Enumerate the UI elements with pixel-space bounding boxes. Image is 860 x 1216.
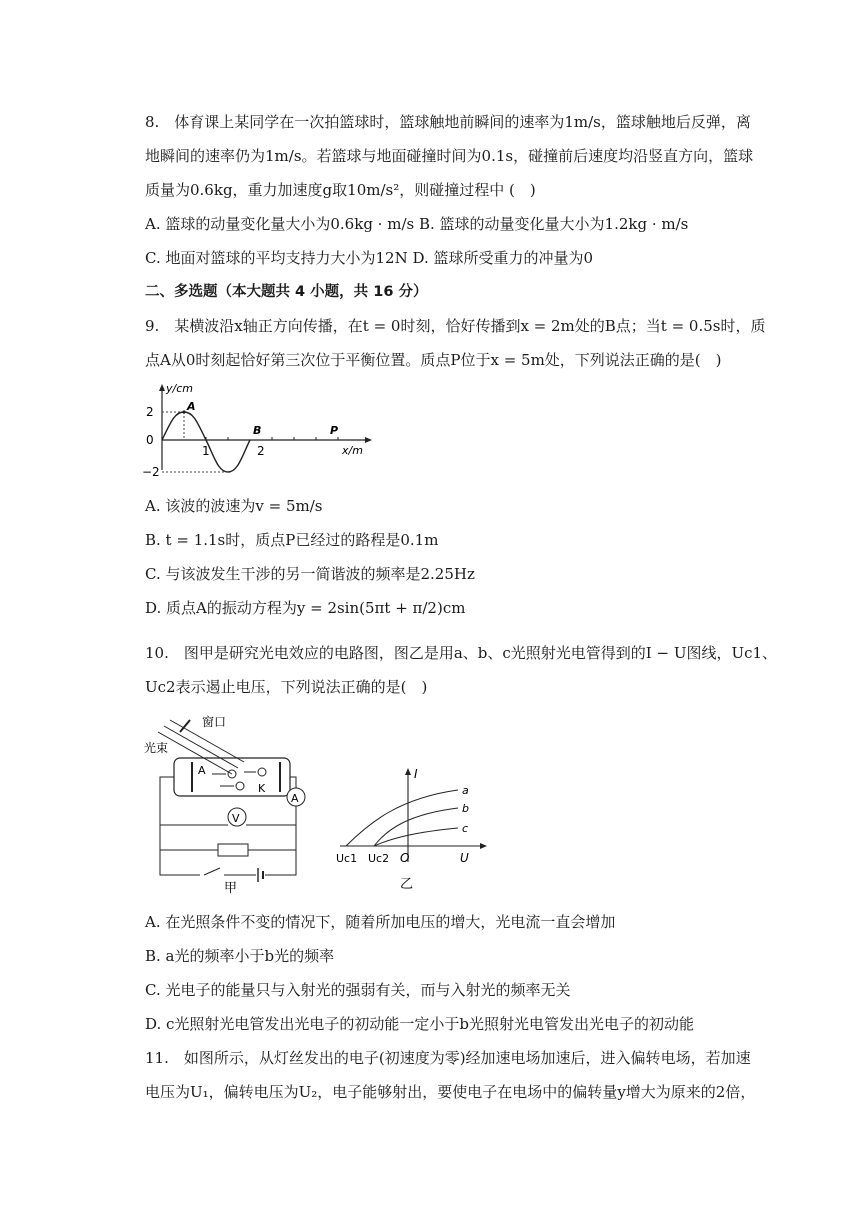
figure-jia-caption: 甲 (224, 881, 238, 895)
q9-option-b: B. t = 1.1s时，质点P已经过的路程是0.1m (145, 531, 439, 549)
q8-stem-line1: 8. 体育课上某同学在一次拍篮球时，篮球触地前瞬间的速率为1m/s，篮球触地后反弹，离 (145, 113, 751, 131)
q8-options-ab (145, 214, 688, 234)
q8-option-d: D. 篮球所受重力的冲量为0 (412, 249, 594, 267)
wire-right-top (290, 777, 296, 788)
q9-option-d: D. 质点A的振动方程为y = 2sin(5πt + π/2)cm (145, 599, 466, 617)
tick-label-x1: 1 (202, 444, 210, 458)
curve-c-label: c (462, 822, 469, 835)
x-axis-label: x/m (342, 444, 363, 457)
wire-battery-right (265, 850, 296, 875)
curve-a-label: a (462, 784, 469, 797)
point-a-label: A (187, 400, 196, 413)
u-axis-arrow (480, 843, 487, 849)
q10-option-d: D. c光照射光电管发出光电子的初动能一定小于b光照射光电管发出光电子的初动能 (145, 1015, 695, 1033)
q8-stem-line2: 地瞬间的速率仍为1m/s。若篮球与地面碰撞时间为0.1s，碰撞前后速度均沿竖直方向，篮球 (145, 147, 754, 165)
q9-wave-figure (140, 378, 380, 486)
uc2-label: Uc2 (368, 852, 390, 865)
ammeter-label: A (291, 792, 299, 805)
y-axis-label: y/cm (166, 382, 193, 395)
q10-stem-line1: 10. 图甲是研究光电效应的电路图，图乙是用a、b、c光照射光电管得到的I − U图线，Uc1、 (145, 644, 778, 662)
q8-option-a: A. 篮球的动量变化量大小为0.6kg · m/s (145, 215, 415, 233)
q10-stem-line2: Uc2表示遏止电压，下列说法正确的是( ) (145, 678, 428, 696)
electron-2 (258, 768, 266, 776)
point-p-label: P (330, 424, 339, 437)
y-axis-arrow (159, 384, 165, 391)
beam-label: 光束 (144, 741, 169, 755)
q10-option-a: A. 在光照条件不变的情况下，随着所加电压的增大，光电流一直会增加 (145, 913, 616, 931)
q9-stem-line1: 9. 某横波沿x轴正方向传播，在t = 0时刻，恰好传播到x = 2m处的B点；当t = 0.5s时，质 (145, 317, 766, 335)
i-axis-arrow (405, 768, 411, 775)
point-b-label: B (253, 424, 262, 437)
curve-b-label: b (462, 802, 469, 815)
q10-iu-graph (330, 762, 490, 892)
point-a-dot (182, 410, 185, 413)
section-heading-multi-choice: 二、多选题（本大题共 4 小题，共 16 分） (145, 284, 428, 300)
beam-3 (158, 732, 232, 774)
origin-label: O (400, 851, 410, 865)
q8-stem-line3: 质量为0.6kg，重力加速度g取10m/s²，则碰撞过程中 ( ) (145, 181, 536, 199)
electron-3 (236, 782, 244, 790)
q10-option-c: C. 光电子的能量只与入射光的强弱有关，而与入射光的频率无关 (145, 981, 571, 999)
q9-option-c: C. 与该波发生干涉的另一简谐波的频率是2.25Hz (145, 565, 475, 583)
q8-options-cd (145, 248, 593, 268)
curve-a (346, 790, 458, 846)
x-axis-arrow (365, 437, 372, 443)
q8-option-b: B. 篮球的动量变化量大小为1.2kg · m/s (418, 215, 689, 233)
q11-stem-line1: 11. 如图所示，从灯丝发出的电子(初速度为零)经加速电场加速后，进入偏转电场，若加速 (145, 1049, 751, 1067)
q10-circuit-figure (140, 710, 320, 895)
voltmeter-label: V (232, 812, 240, 825)
tick-label-2: 2 (146, 405, 154, 419)
tick-label-minus2: −2 (142, 465, 160, 479)
q9-option-a: A. 该波的波速为v = 5m/s (145, 497, 323, 515)
tick-label-0: 0 (146, 433, 154, 447)
wire-left (160, 777, 180, 825)
q10-option-b: B. a光的频率小于b光的频率 (145, 947, 335, 965)
q9-stem-line2: 点A从0时刻起恰好第三次位于平衡位置。质点P位于x = 5m处，下列说法正确的是( ) (145, 351, 722, 369)
q8-option-c: C. 地面对篮球的平均支持力大小为12N (145, 249, 408, 267)
curve-c (374, 828, 458, 846)
tick-label-x2: 2 (257, 444, 265, 458)
uc1-label: Uc1 (336, 852, 358, 865)
window-label: 窗口 (202, 715, 227, 729)
wire-right (246, 806, 296, 825)
wire-switch-left (160, 850, 200, 875)
figure-yi-caption: 乙 (400, 877, 414, 892)
u-axis-label: U (460, 851, 469, 865)
switch (204, 868, 220, 875)
wave-curve (162, 412, 250, 472)
cathode-label: K (258, 782, 266, 795)
anode-label: A (198, 764, 206, 777)
beam-2 (164, 726, 238, 768)
rheostat (218, 844, 248, 856)
i-axis-label: I (414, 767, 418, 781)
q11-stem-line2: 电压为U₁，偏转电压为U₂，电子能够射出，要使电子在电场中的偏转量y增大为原来的2倍， (145, 1083, 756, 1101)
